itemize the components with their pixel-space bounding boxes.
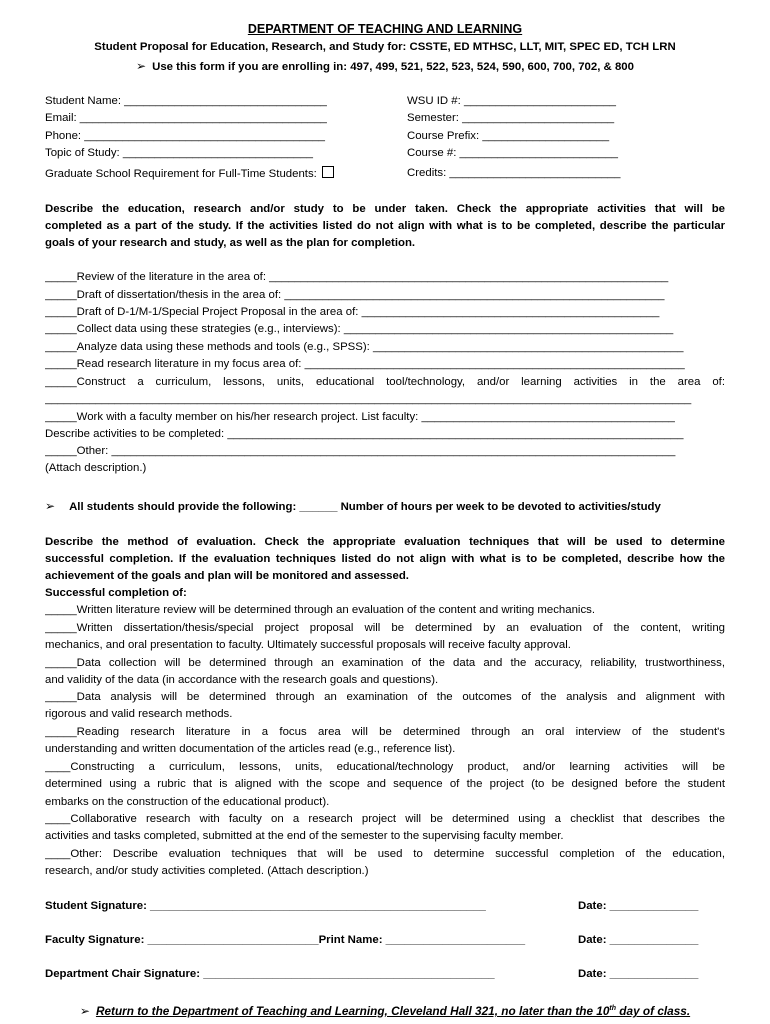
activity-proposal-draft[interactable]: _____Draft of D-1/M-1/Special Project Proposal in the area of: _______________________________________________ <box>45 306 660 318</box>
hours-per-week-text: All students should provide the following: ______ Number of hours per week to be devoted to activities/study <box>69 501 661 513</box>
student-signature-field[interactable]: Student Signature: _____________________________________________________ <box>45 900 486 912</box>
attach-description-note: (Attach description.) <box>45 462 147 474</box>
eval-constructing-cont: determined using a rubric that is aligned with the scope and sequence of the project (to be designed before the student <box>45 778 725 790</box>
arrow-bullet-icon: ➢ <box>79 1004 90 1018</box>
eval-dissertation[interactable]: _____Written dissertation/thesis/special project proposal will be determined by an evaluation of the content, writing <box>45 622 725 634</box>
eval-collaborative-cont: activities and tasks completed, submitted at the end of the semester to the supervising faculty member. <box>45 830 564 842</box>
activity-construct-curriculum[interactable]: _____Construct a curriculum, lessons, units, educational tool/technology, and/or learning activities in the area of: <box>45 376 725 388</box>
activity-read-literature[interactable]: _____Read research literature in my focus area of: ____________________________________________________________ <box>45 358 685 370</box>
enroll-note <box>0 59 770 74</box>
eval-other[interactable]: ____Other: Describe evaluation techniques that will be used to determine successful completion of the education, <box>45 848 725 860</box>
grad-requirement <box>45 166 334 181</box>
activity-analyze-data[interactable]: _____Analyze data using these methods and tools (e.g., SPSS): _________________________________________________ <box>45 341 684 353</box>
activity-dissertation-draft[interactable]: _____Draft of dissertation/thesis in the area of: ____________________________________________________________ <box>45 289 665 301</box>
eval-constructing[interactable]: ____Constructing a curriculum, lessons, units, educational/technology product, and/or learning activities will be <box>45 761 725 773</box>
faculty-date-field[interactable]: Date: ______________ <box>578 934 699 946</box>
chair-signature-field[interactable]: Department Chair Signature: ______________________________________________ <box>45 968 495 980</box>
course-prefix-field[interactable]: Course Prefix: ____________________ <box>407 130 610 142</box>
hours-per-week[interactable] <box>45 499 725 514</box>
grad-requirement-checkbox[interactable] <box>322 166 334 178</box>
wsu-id-field[interactable]: WSU ID #: ________________________ <box>407 95 616 107</box>
eval-literature-review[interactable]: _____Written literature review will be determined through an evaluation of the content and writing mechanics. <box>45 604 596 616</box>
describe-line-1: Describe the education, research and/or study to be under taken. Check the appropriate activities that will be <box>45 203 725 215</box>
eval-dissertation-cont: mechanics, and oral presentation to faculty. Ultimately successful proposals will receive faculty approval. <box>45 639 571 651</box>
arrow-bullet-icon: ➢ <box>45 499 56 513</box>
activity-other[interactable]: _____Other: _________________________________________________________________________________________ <box>45 445 676 457</box>
activity-faculty-research[interactable]: _____Work with a faculty member on his/her research project. List faculty: ________________________________________ <box>45 411 675 423</box>
faculty-signature-field[interactable]: Faculty Signature: ___________________________Print Name: ______________________ <box>45 934 526 946</box>
course-number-field[interactable]: Course #: _________________________ <box>407 147 618 159</box>
eval-data-collection[interactable]: _____Data collection will be determined through an examination of the data and the accuracy, reliability, trustworthiness, <box>45 657 725 669</box>
semester-field[interactable]: Semester: ________________________ <box>407 112 615 124</box>
describe-line-2: completed as a part of the study. If the activities listed do not align with what is to be completed, describe the particular <box>45 220 725 232</box>
arrow-bullet-icon: ➢ <box>136 59 147 73</box>
activity-literature-review[interactable]: _____Review of the literature in the area of: _______________________________________________________________ <box>45 271 669 283</box>
credits-field[interactable]: Credits: ___________________________ <box>407 167 621 179</box>
phone-field[interactable]: Phone: ______________________________________ <box>45 130 325 142</box>
activity-construct-area-line[interactable]: ______________________________________________________________________________________________________ <box>45 393 692 405</box>
eval-reading-literature-cont: understanding and written documentation of the articles read (e.g., reference list). <box>45 743 456 755</box>
activity-collect-data[interactable]: _____Collect data using these strategies (e.g., interviews): ____________________________________________________ <box>45 323 674 335</box>
student-date-field[interactable]: Date: ______________ <box>578 900 699 912</box>
eval-data-collection-cont: and validity of the data (in accordance with the research goals and questions). <box>45 674 439 686</box>
eval-data-analysis[interactable]: _____Data analysis will be determined through an examination of the outcomes of the analysis and alignment with <box>45 691 725 703</box>
evaluation-line-3: achievement of the goals and plan will be monitored and assessed. <box>45 570 409 582</box>
form-subtitle: Student Proposal for Education, Research, and Study for: CSSTE, ED MTHSC, LLT, MIT, SPEC ED, TCH LRN <box>94 41 676 53</box>
student-name-field[interactable]: Student Name: ________________________________ <box>45 95 327 107</box>
eval-data-analysis-cont: rigorous and valid research methods. <box>45 708 233 720</box>
return-instructions-text: Return to the Department of Teaching and Learning, Cleveland Hall 321, no later than the 10th day of class. <box>95 1004 691 1018</box>
eval-collaborative[interactable]: ____Collaborative research with faculty on a research project will be determined using a checklist that describes the <box>45 813 725 825</box>
chair-date-field[interactable]: Date: ______________ <box>578 968 699 980</box>
successful-completion-heading: Successful completion of: <box>45 587 187 599</box>
enroll-note-text: Use this form if you are enrolling in: 497, 499, 521, 522, 523, 524, 590, 600, 700, 702, & 800 <box>152 61 634 73</box>
evaluation-line-1: Describe the method of evaluation. Check the appropriate evaluation techniques that will be used to determine <box>45 536 725 548</box>
eval-constructing-cont-2: embarks on the construction of the educational product). <box>45 796 330 808</box>
eval-reading-literature[interactable]: _____Reading research literature in a focus area will be determined through an oral interview of the student's <box>45 726 725 738</box>
topic-field[interactable]: Topic of Study: ______________________________ <box>45 147 313 159</box>
return-instructions <box>0 1004 770 1018</box>
evaluation-line-2: successful completion. If the evaluation techniques listed do not align with what is to be completed, describe how the <box>45 553 725 565</box>
eval-other-cont: research, and/or study activities completed. (Attach description.) <box>45 865 369 877</box>
describe-line-3: goals of your research and study, as well as the plan for completion. <box>45 237 416 249</box>
grad-requirement-label: Graduate School Requirement for Full-Time Students: <box>45 168 317 180</box>
email-field[interactable]: Email: _______________________________________ <box>45 112 327 124</box>
form-title: DEPARTMENT OF TEACHING AND LEARNING <box>247 22 523 36</box>
activity-describe-completed[interactable]: Describe activities to be completed: ________________________________________________________________________ <box>45 428 684 440</box>
